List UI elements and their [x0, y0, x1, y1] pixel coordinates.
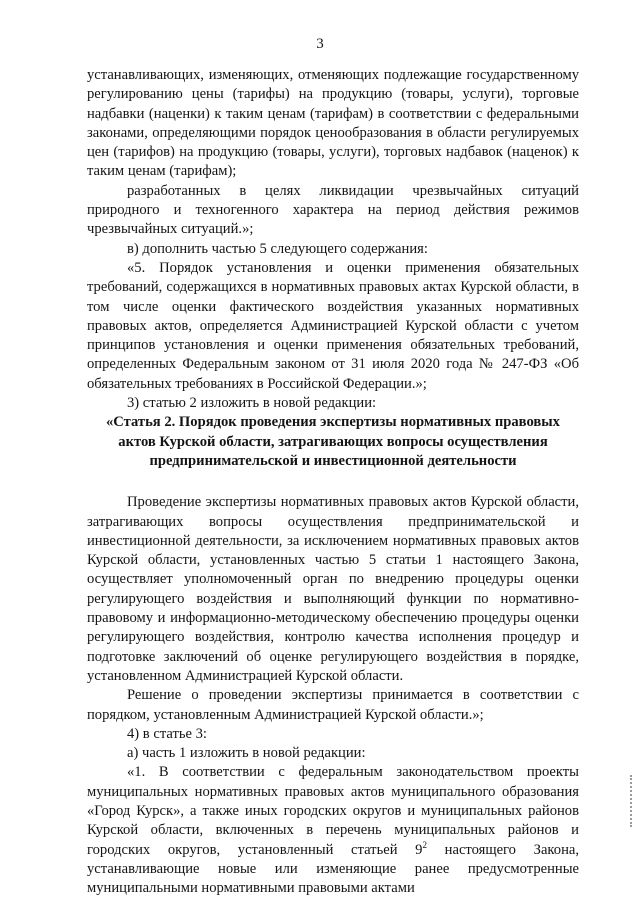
paragraph-item-a: а) часть 1 изложить в новой редакции: [127, 745, 366, 762]
paragraph-continuation: устанавливающих, изменяющих, отменяющих подлежащие государственному регулированию цены (тарифы) на продукцию (товары, услуги), торговые надбавки (наценки) к таким ценам (тарифам) в соответствии с федеральными законами, определяющими порядок ценообразования в области регулируемых цен (тарифов) на продукцию (товары, услуги), торговых надбавок (наценок) к таким ценам (тарифам); [87, 67, 579, 180]
paragraph-part-1-text: «1. В соответствии с федеральным законодательством проекты муниципальных нормативных правовых актов муниципального образования «Город Курск», а также иных городских округов и муниципальных районов Курской области, включенных в перечень муниципальных районов и городских округов, установленный статьей 9 [87, 764, 579, 858]
scan-margin-mark [630, 775, 634, 827]
paragraph-item-3: 3) статью 2 изложить в новой редакции: [127, 395, 377, 412]
paragraph-emergency: разработанных в целях ликвидации чрезвычайных ситуаций природного и техногенного характера на период действия режимов чрезвычайных ситуаций.»; [87, 182, 579, 238]
article-2-heading: «Статья 2. Порядок проведения экспертизы нормативных правовых актов Курской области, затрагивающих вопросы осуществления предпринимательской и инвестиционной деятельности [106, 414, 560, 469]
paragraph-item-4: 4) в статье 3: [127, 725, 207, 742]
paragraph-part-1 [87, 763, 579, 898]
paragraph-expertise: Проведение экспертизы нормативных правовых актов Курской области, затрагивающих вопросы осуществления предпринимательской и инвестиционной деятельности, за исключением нормативных правовых актов Курской области, установленных частью 5 статьи 1 настоящего Закона, осуществляет уполномоченный орган по внедрению процедуры оценки регулирующего воздействия и выполняющий функции по нормативно-правовому и информационно-методическому обеспечению процедуры оценки регулирующего воздействия, контролю качества исполнения процедур и подготовке заключений об оценке регулирующего воздействия в порядке, установленном Администрацией Курской области. [87, 494, 579, 684]
paragraph-decision: Решение о проведении экспертизы принимается в соответствии с порядком, установленным Администрацией Курской области.»; [87, 687, 579, 723]
paragraph-part-5: «5. Порядок установления и оценки применения обязательных требований, содержащихся в нормативных правовых актах Курской области, в том числе оценки фактического воздействия указанных нормативных правовых актов, определяется Администрацией Курской области с учетом принципов установления и оценки применения обязательных требований, определенных Федеральным законом от 31 июля 2020 года № 247-ФЗ «Об обязательных требованиях в Российской Федерации.»; [87, 259, 579, 392]
page-number: 3 [316, 36, 324, 52]
document-body [87, 66, 579, 898]
paragraph-item-v: в) дополнить частью 5 следующего содержания: [127, 240, 428, 257]
paragraph-part-1-tail: настоящего Закона, устанавливающие новые или изменяющие ранее предусмотренные муниципальными нормативными правовыми актами [87, 841, 580, 897]
article-superscript: 2 [422, 839, 427, 850]
